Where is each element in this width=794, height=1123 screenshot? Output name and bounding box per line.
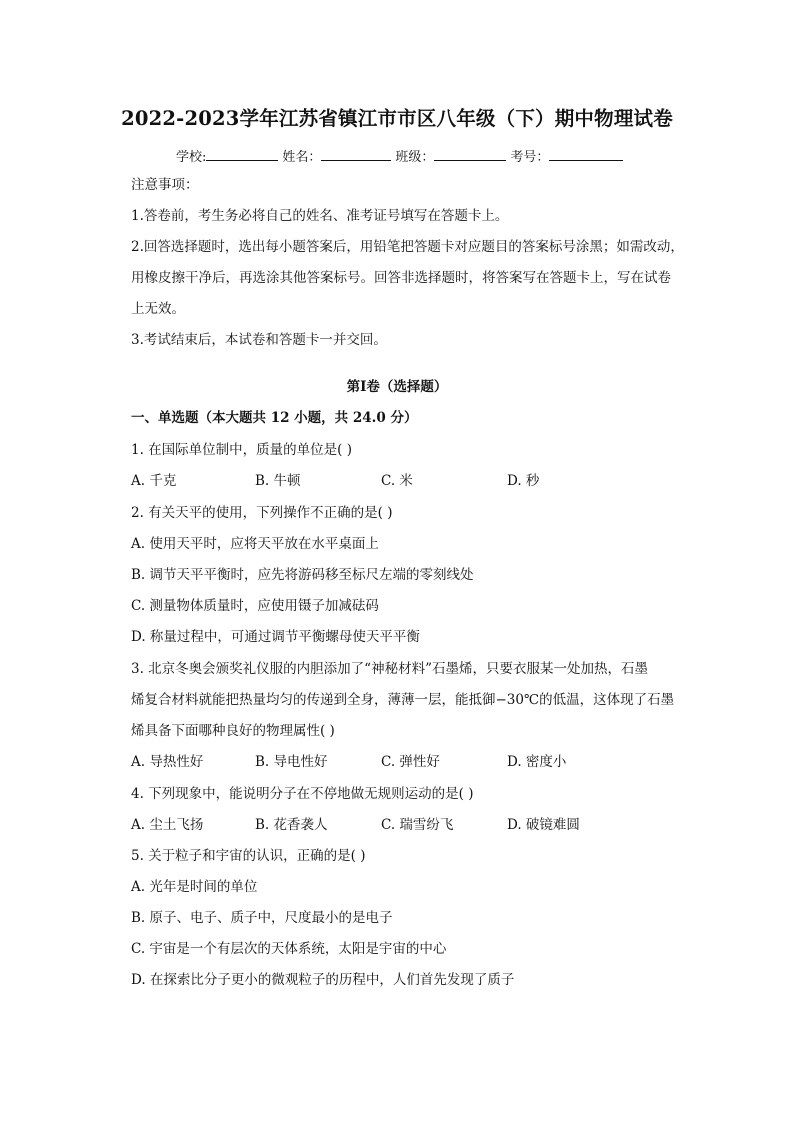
question-stem: 5. 关于粒子和宇宙的认识，正确的是( ) [131, 848, 366, 864]
option: B. 花香袭人 [255, 817, 328, 833]
option: B. 原子、电子、质子中，尺度最小的是电子 [131, 910, 393, 926]
name-label: 姓名： [282, 150, 322, 165]
option: D. 在探索比分子更小的微观粒子的历程中，人们首先发现了质子 [131, 972, 515, 988]
option: A. 使用天平时，应将天平放在水平桌面上 [131, 536, 379, 552]
question-stem: 3. 北京冬奥会颁奖礼仪服的内胆添加了“神秘材料”石墨烯，只要衣服某一处加热，石墨 [131, 661, 648, 677]
option: A. 尘土飞扬 [131, 817, 204, 833]
option: B. 牛顿 [255, 473, 301, 489]
option: D. 密度小 [507, 754, 567, 770]
question-stem: 1. 在国际单位制中，质量的单位是( ) [131, 442, 352, 458]
notice-item: 用橡皮擦干净后，再选涂其他答案标号。回答非选择题时，将答案写在答题卡上，写在试卷 [131, 270, 671, 286]
option: C. 宇宙是一个有层次的天体系统，太阳是宇宙的中心 [131, 941, 447, 957]
question-stem: 2. 有关天平的使用，下列操作不正确的是( ) [131, 505, 393, 521]
exam-number-label: 考号： [510, 150, 550, 165]
notice-item: 3.考试结束后，本试卷和答题卡一并交回。 [131, 332, 387, 348]
option: A. 千克 [131, 473, 177, 489]
question-stem: 烯具备下面哪种良好的物理属性( ) [131, 723, 335, 739]
question-stem: 烯复合材料就能把热量均匀的传递到全身，薄薄一层，能抵御−30℃的低温，这体现了石墨 [131, 692, 675, 708]
notice-item: 上无效。 [131, 301, 185, 317]
section-title: 第I卷（选择题） [346, 379, 448, 395]
page-title: 2022-2023学年江苏省镇江市市区八年级（下）期中物理试卷 [121, 107, 673, 130]
student-info-line [176, 146, 627, 167]
name-blank [321, 146, 391, 161]
option: C. 测量物体质量时，应使用镊子加减砝码 [131, 598, 379, 614]
option: B. 导电性好 [255, 754, 328, 770]
option: D. 破镜难圆 [507, 817, 580, 833]
class-blank [434, 146, 506, 161]
question-stem: 4. 下列现象中，能说明分子在不停地做无规则运动的是( ) [131, 786, 474, 802]
option: C. 瑞雪纷飞 [381, 817, 454, 833]
notice-item: 1.答卷前，考生务必将自己的姓名、准考证号填写在答题卡上。 [131, 208, 509, 224]
school-blank [206, 146, 278, 161]
option: D. 称量过程中，可通过调节平衡螺母使天平平衡 [131, 629, 420, 645]
option: C. 米 [381, 473, 413, 489]
option: A. 光年是时间的单位 [131, 879, 258, 895]
notice-item: 2.回答选择题时，选出每小题答案后，用铅笔把答题卡对应题目的答案标号涂黑；如需改动， [131, 239, 684, 255]
option: D. 秒 [507, 473, 540, 489]
notice-heading: 注意事项： [131, 177, 199, 193]
exam-number-blank [549, 146, 623, 161]
class-label: 班级： [395, 150, 435, 165]
option: C. 弹性好 [381, 754, 440, 770]
option: B. 调节天平平衡时，应先将游码移至标尺左端的零刻线处 [131, 567, 474, 583]
option: A. 导热性好 [131, 754, 204, 770]
school-label: 学校: [176, 150, 207, 165]
section-subtitle: 一、单选题（本大题共 12 小题，共 24.0 分） [131, 410, 418, 426]
